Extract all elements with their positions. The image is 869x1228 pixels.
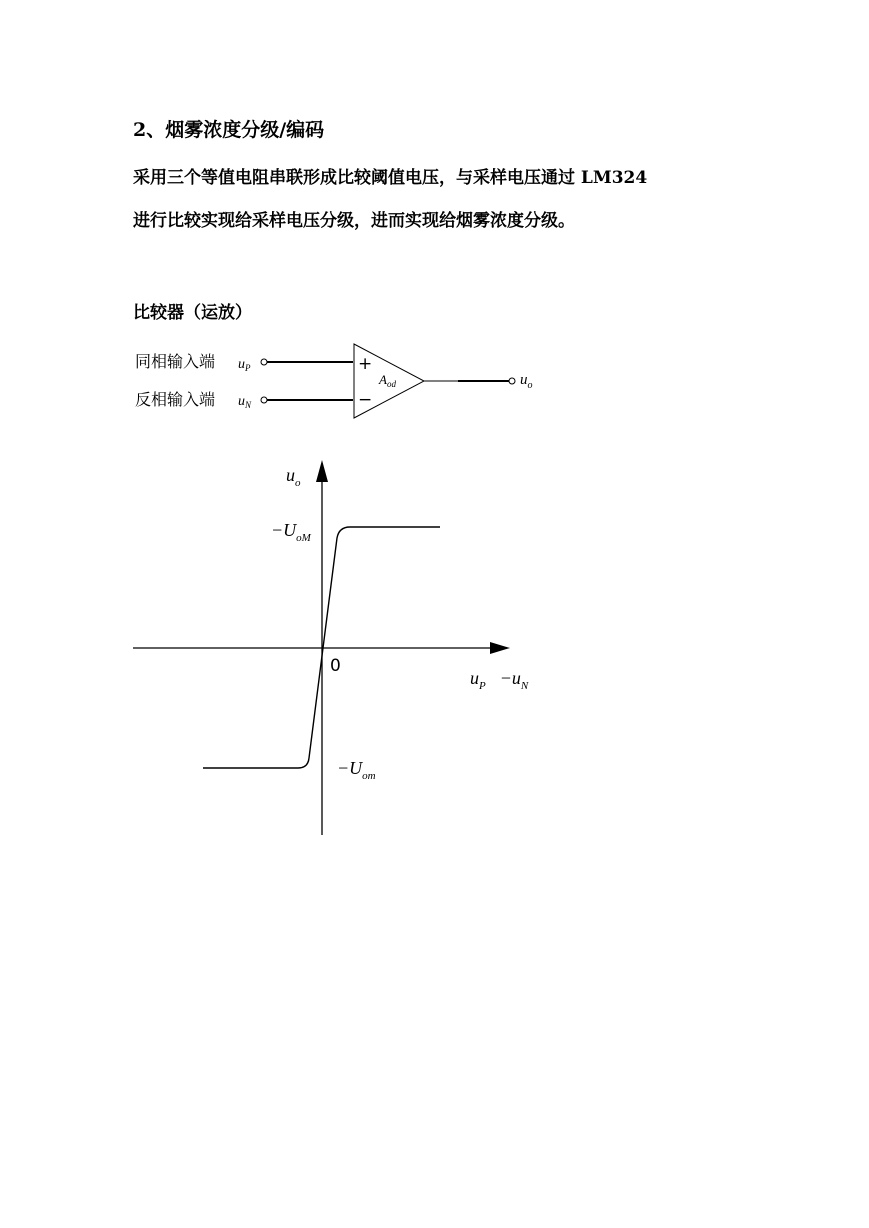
lower-saturation-label: $-U_{om}$ <box>337 758 376 782</box>
noninverting-terminal <box>261 359 267 365</box>
output-terminal <box>509 378 515 384</box>
x-axis-arrow <box>490 642 510 654</box>
minus-sign: − <box>358 390 373 410</box>
gain-label: $A_{od}$ <box>379 372 396 389</box>
origin-label: 0 <box>330 656 341 676</box>
upper-saturation-label: $-U_{oM}$ <box>271 520 311 544</box>
un-input-symbol: $u_N$ <box>238 394 252 410</box>
plus-sign: + <box>358 354 373 374</box>
inverting-terminal <box>261 397 267 403</box>
opamp-schematic <box>135 344 533 418</box>
paragraph-line-1: 采用三个等值电阻串联形成比较阈值电压，与采样电压通过 LM324 <box>133 168 648 188</box>
transfer-characteristic-plot <box>133 460 529 835</box>
x-axis-label: $u_P -u_N$ <box>470 668 529 692</box>
inverting-input-label: 反相输入端 <box>135 390 216 409</box>
paragraph-line-2: 进行比较实现给采样电压分级，进而实现给烟雾浓度分级。 <box>133 211 575 231</box>
y-axis-arrow <box>316 460 328 482</box>
y-axis-label: $u_o$ <box>286 465 301 489</box>
output-symbol: $u_o$ <box>520 372 533 391</box>
up-input-symbol: $u_P$ <box>238 357 251 373</box>
noninverting-input-label: 同相输入端 <box>135 352 216 371</box>
section-heading: 2、烟雾浓度分级/编码 <box>133 119 325 141</box>
comparator-title: 比较器（运放） <box>133 303 252 323</box>
